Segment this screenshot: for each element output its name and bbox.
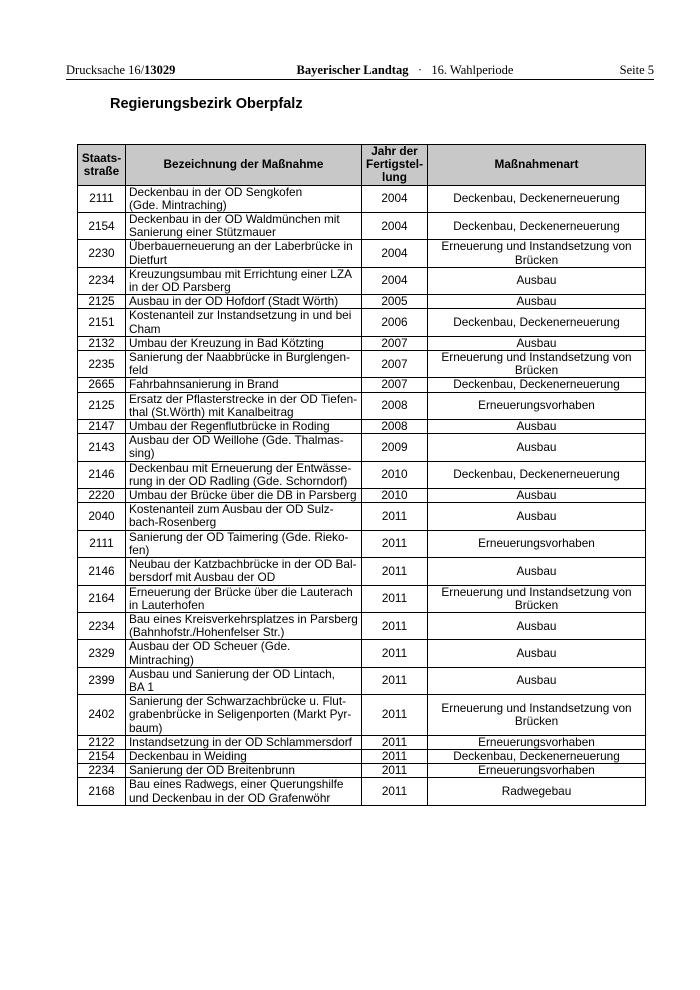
measure-description-cell: Ersatz der Pflasterstrecke in der OD Tiefen- thal (St.Wörth) mit Kanalbeitrag <box>126 392 362 419</box>
completion-year-cell: 2008 <box>362 392 428 419</box>
header-rule <box>66 79 654 80</box>
road-number-cell: 2230 <box>78 240 126 267</box>
completion-year-cell: 2011 <box>362 558 428 585</box>
measure-type-cell: Deckenbau, Deckenerneuerung <box>428 185 646 212</box>
measure-description-cell: Deckenbau in Weiding <box>126 749 362 763</box>
table-row <box>78 778 646 805</box>
completion-year-cell: 2007 <box>362 351 428 378</box>
table-row <box>78 612 646 639</box>
completion-year-cell: 2011 <box>362 667 428 694</box>
measure-description-cell: Sanierung der Naabbrücke in Burglengen- feld <box>126 351 362 378</box>
measure-type-cell: Ausbau <box>428 267 646 294</box>
measure-description-cell: Deckenbau in der OD Waldmünchen mit Sanierung einer Stützmauer <box>126 213 362 240</box>
measure-type-cell: Ausbau <box>428 558 646 585</box>
completion-year-cell: 2004 <box>362 267 428 294</box>
measure-type-cell: Deckenbau, Deckenerneuerung <box>428 461 646 488</box>
table-row <box>78 764 646 778</box>
measure-type-cell: Ausbau <box>428 295 646 309</box>
column-header-road: Staats- straße <box>78 145 126 186</box>
completion-year-cell: 2011 <box>362 695 428 736</box>
completion-year-cell: 2004 <box>362 185 428 212</box>
road-number-cell: 2402 <box>78 695 126 736</box>
road-number-cell: 2665 <box>78 378 126 392</box>
measure-type-cell: Ausbau <box>428 612 646 639</box>
road-number-cell: 2151 <box>78 309 126 336</box>
road-number-cell: 2146 <box>78 461 126 488</box>
road-number-cell: 2220 <box>78 489 126 503</box>
table-row <box>78 378 646 392</box>
measure-description-cell: Neubau der Katzbachbrücke in der OD Bal- bersdorf mit Ausbau der OD <box>126 558 362 585</box>
table-row <box>78 185 646 212</box>
road-number-cell: 2143 <box>78 434 126 461</box>
measure-type-cell: Deckenbau, Deckenerneuerung <box>428 309 646 336</box>
completion-year-cell: 2007 <box>362 336 428 350</box>
measure-description-cell: Deckenbau mit Erneuerung der Entwässe- rung in der OD Radling (Gde. Schorndorf) <box>126 461 362 488</box>
page-header <box>66 63 654 79</box>
completion-year-cell: 2011 <box>362 764 428 778</box>
table-row <box>78 558 646 585</box>
completion-year-cell: 2011 <box>362 640 428 667</box>
measure-type-cell: Erneuerung und Instandsetzung von Brücken <box>428 695 646 736</box>
table-row <box>78 267 646 294</box>
road-number-cell: 2329 <box>78 640 126 667</box>
measure-description-cell: Fahrbahnsanierung in Brand <box>126 378 362 392</box>
table-row <box>78 295 646 309</box>
measure-description-cell: Überbauerneuerung an der Laberbrücke in Dietfurt <box>126 240 362 267</box>
table-row <box>78 640 646 667</box>
table-row <box>78 336 646 350</box>
table-body <box>78 185 646 805</box>
measure-type-cell: Ausbau <box>428 489 646 503</box>
table-header <box>78 145 646 186</box>
table-row <box>78 530 646 557</box>
measure-description-cell: Bau eines Kreisverkehrsplatzes in Parsberg (Bahnhofstr./Hohenfelser Str.) <box>126 612 362 639</box>
table-row <box>78 585 646 612</box>
measure-description-cell: Sanierung der Schwarzachbrücke u. Flut- grabenbrücke in Seligenporten (Markt Pyr- baum) <box>126 695 362 736</box>
completion-year-cell: 2011 <box>362 735 428 749</box>
table-row <box>78 420 646 434</box>
measure-type-cell: Radwegebau <box>428 778 646 805</box>
measure-type-cell: Erneuerung und Instandsetzung von Brücken <box>428 240 646 267</box>
completion-year-cell: 2011 <box>362 530 428 557</box>
measure-type-cell: Deckenbau, Deckenerneuerung <box>428 749 646 763</box>
road-number-cell: 2040 <box>78 503 126 530</box>
table-row <box>78 749 646 763</box>
completion-year-cell: 2010 <box>362 489 428 503</box>
table-row <box>78 735 646 749</box>
measure-type-cell: Erneuerungsvorhaben <box>428 530 646 557</box>
measure-description-cell: Kreuzungsumbau mit Errichtung einer LZA in der OD Parsberg <box>126 267 362 294</box>
completion-year-cell: 2011 <box>362 778 428 805</box>
table-row <box>78 240 646 267</box>
completion-year-cell: 2011 <box>362 612 428 639</box>
measure-description-cell: Umbau der Kreuzung in Bad Kötzting <box>126 336 362 350</box>
road-number-cell: 2399 <box>78 667 126 694</box>
table-row <box>78 503 646 530</box>
table-row <box>78 461 646 488</box>
column-header-year: Jahr der Fertigstel- lung <box>362 145 428 186</box>
road-number-cell: 2125 <box>78 295 126 309</box>
road-number-cell: 2234 <box>78 612 126 639</box>
completion-year-cell: 2009 <box>362 434 428 461</box>
measure-description-cell: Bau eines Radwegs, einer Querungshilfe und Deckenbau in der OD Grafenwöhr <box>126 778 362 805</box>
measure-type-cell: Erneuerungsvorhaben <box>428 764 646 778</box>
measure-type-cell: Ausbau <box>428 667 646 694</box>
measure-description-cell: Umbau der Regenflutbrücke in Roding <box>126 420 362 434</box>
road-number-cell: 2125 <box>78 392 126 419</box>
legislative-period: 16. Wahlperiode <box>431 63 514 77</box>
table-row <box>78 667 646 694</box>
completion-year-cell: 2004 <box>362 240 428 267</box>
road-number-cell: 2234 <box>78 267 126 294</box>
section-title: Regierungsbezirk Oberpfalz <box>110 96 303 112</box>
column-header-type: Maßnahmenart <box>428 145 646 186</box>
measure-type-cell: Erneuerung und Instandsetzung von Brücken <box>428 351 646 378</box>
road-number-cell: 2154 <box>78 213 126 240</box>
institution-name: Bayerischer Landtag <box>296 63 409 77</box>
road-number-cell: 2146 <box>78 558 126 585</box>
completion-year-cell: 2007 <box>362 378 428 392</box>
measures-table <box>77 144 646 806</box>
table-row <box>78 695 646 736</box>
column-header-measure: Bezeichnung der Maßnahme <box>126 145 362 186</box>
completion-year-cell: 2011 <box>362 585 428 612</box>
measure-type-cell: Ausbau <box>428 503 646 530</box>
measure-description-cell: Sanierung der OD Breitenbrunn <box>126 764 362 778</box>
measure-description-cell: Erneuerung der Brücke über die Lauterach in Lauterhofen <box>126 585 362 612</box>
completion-year-cell: 2004 <box>362 213 428 240</box>
measure-description-cell: Ausbau und Sanierung der OD Lintach, BA 1 <box>126 667 362 694</box>
road-number-cell: 2122 <box>78 735 126 749</box>
page-number: Seite 5 <box>619 63 654 77</box>
measure-type-cell: Ausbau <box>428 336 646 350</box>
road-number-cell: 2164 <box>78 585 126 612</box>
road-number-cell: 2147 <box>78 420 126 434</box>
completion-year-cell: 2006 <box>362 309 428 336</box>
document-number-prefix: Drucksache 16/ <box>66 63 145 77</box>
measure-description-cell: Instandsetzung in der OD Schlammersdorf <box>126 735 362 749</box>
table-row <box>78 434 646 461</box>
measure-type-cell: Ausbau <box>428 420 646 434</box>
road-number-cell: 2111 <box>78 185 126 212</box>
road-number-cell: 2132 <box>78 336 126 350</box>
measure-description-cell: Ausbau der OD Scheuer (Gde. Mintraching) <box>126 640 362 667</box>
measure-description-cell: Kostenanteil zum Ausbau der OD Sulz- bach-Rosenberg <box>126 503 362 530</box>
road-number-cell: 2111 <box>78 530 126 557</box>
completion-year-cell: 2010 <box>362 461 428 488</box>
measure-type-cell: Erneuerung und Instandsetzung von Brücken <box>428 585 646 612</box>
completion-year-cell: 2008 <box>362 420 428 434</box>
road-number-cell: 2235 <box>78 351 126 378</box>
measure-type-cell: Deckenbau, Deckenerneuerung <box>428 213 646 240</box>
completion-year-cell: 2011 <box>362 749 428 763</box>
road-number-cell: 2234 <box>78 764 126 778</box>
completion-year-cell: 2005 <box>362 295 428 309</box>
table-row <box>78 351 646 378</box>
road-number-cell: 2168 <box>78 778 126 805</box>
table-row <box>78 392 646 419</box>
measure-type-cell: Ausbau <box>428 434 646 461</box>
completion-year-cell: 2011 <box>362 503 428 530</box>
header-separator: · <box>417 63 422 77</box>
measure-description-cell: Ausbau in der OD Hofdorf (Stadt Wörth) <box>126 295 362 309</box>
measure-description-cell: Deckenbau in der OD Sengkofen (Gde. Mintraching) <box>126 185 362 212</box>
measure-type-cell: Erneuerungsvorhaben <box>428 735 646 749</box>
measure-description-cell: Ausbau der OD Weillohe (Gde. Thalmas- sing) <box>126 434 362 461</box>
table-row <box>78 489 646 503</box>
table-row <box>78 213 646 240</box>
road-number-cell: 2154 <box>78 749 126 763</box>
header-center <box>66 63 654 78</box>
table-row <box>78 309 646 336</box>
measure-description-cell: Umbau der Brücke über die DB in Parsberg <box>126 489 362 503</box>
measure-description-cell: Kostenanteil zur Instandsetzung in und bei Cham <box>126 309 362 336</box>
measure-type-cell: Erneuerungsvorhaben <box>428 392 646 419</box>
measure-description-cell: Sanierung der OD Taimering (Gde. Rieko- fen) <box>126 530 362 557</box>
measure-type-cell: Deckenbau, Deckenerneuerung <box>428 378 646 392</box>
document-number-value: 13029 <box>144 63 176 77</box>
measure-type-cell: Ausbau <box>428 640 646 667</box>
